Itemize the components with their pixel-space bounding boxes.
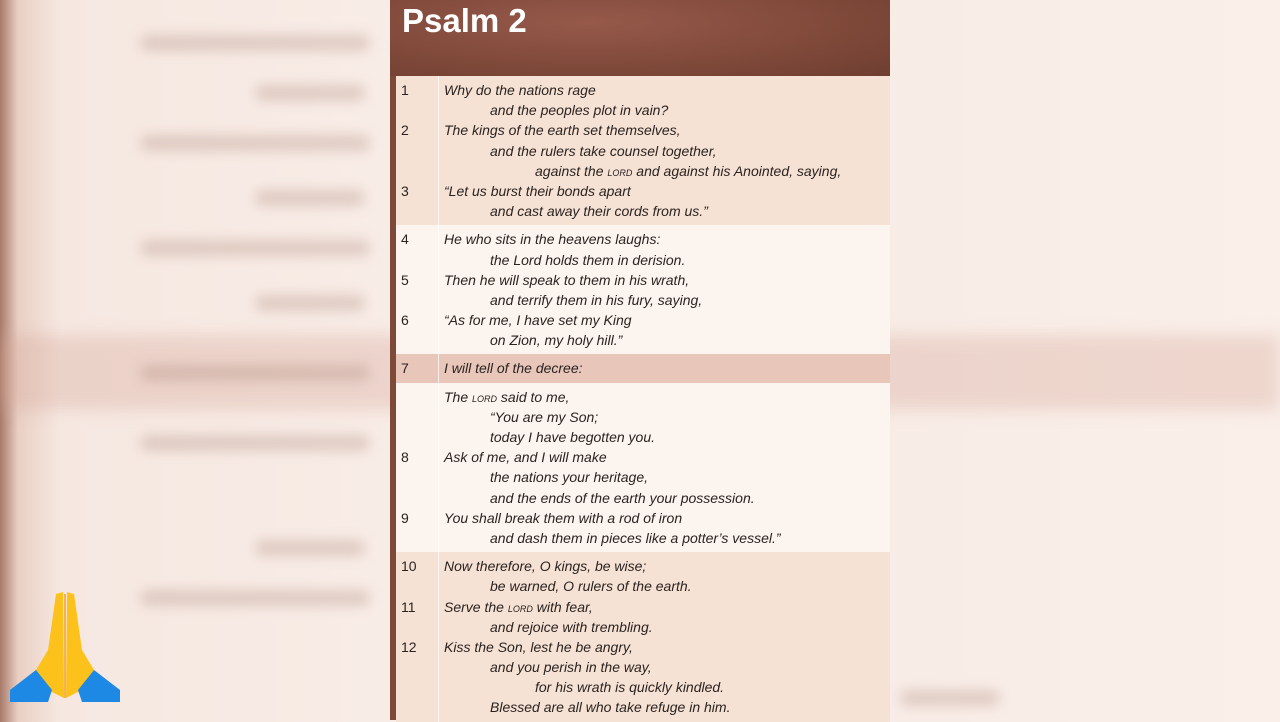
verse-line — [396, 508, 890, 528]
verse-line — [396, 120, 890, 140]
verse-number: 6 — [401, 312, 409, 329]
verse-line — [396, 637, 890, 657]
verse-text-part: “Let us burst their bonds apart — [444, 182, 631, 199]
verse-text-part: Why do the nations rage — [444, 82, 596, 98]
verse-line — [396, 229, 890, 249]
verse-text-part: the Lord holds them in derision. — [490, 251, 686, 268]
verse-text-part: on Zion, my holy hill.” — [490, 332, 623, 349]
verse-text-part: today I have begotten you. — [490, 429, 656, 445]
verse-line — [396, 201, 890, 221]
verse-group — [396, 225, 890, 354]
lord-small-caps: lord — [472, 389, 498, 405]
verse-line — [396, 100, 890, 120]
verse-text — [444, 599, 593, 615]
verse-text — [490, 699, 730, 715]
verse-text — [444, 558, 646, 574]
verse-number: 4 — [401, 231, 409, 248]
verse-text-part: Kiss the Son, lest he be angry, — [444, 638, 633, 655]
verse-line — [396, 181, 890, 201]
lord-small-caps: lord — [507, 599, 533, 615]
verse-line — [396, 697, 890, 717]
verse-text — [490, 292, 702, 308]
verse-text-part: and dash them in pieces like a potter’s vessel.” — [490, 529, 781, 546]
verse-text-part: “As for me, I have set my King — [444, 312, 632, 329]
verse-text-part: Now therefore, O kings, be wise; — [444, 558, 647, 575]
verse-text — [444, 639, 633, 655]
verse-text-part: Blessed are all who take refuge in him. — [490, 699, 731, 716]
verse-text — [490, 102, 668, 118]
verse-line — [396, 310, 890, 330]
verse-text — [444, 389, 569, 405]
verse-text — [490, 469, 648, 485]
verse-line — [396, 161, 890, 181]
verse-text-part: and the peoples plot in vain? — [490, 102, 669, 119]
verse-text — [444, 360, 583, 376]
verse-text-part: Then he will speak to them in his wrath, — [444, 271, 690, 288]
verse-text-part: the nations your heritage, — [490, 469, 648, 486]
verse-text-part: The kings of the earth set themselves, — [444, 122, 681, 139]
verse-number: 12 — [401, 638, 417, 655]
verse-number: 3 — [401, 182, 409, 199]
verse-text — [490, 429, 655, 445]
verse-number: 9 — [401, 509, 409, 526]
lord-small-caps: lord — [607, 163, 633, 179]
verse-text — [444, 510, 682, 526]
folded-hands-icon — [8, 590, 122, 704]
verse-text — [490, 530, 781, 546]
verse-line — [396, 488, 890, 508]
verse-line — [396, 467, 890, 487]
verse-text-part: I will tell of the decree: — [444, 360, 583, 377]
blurred-text — [140, 135, 370, 151]
verse-number: 10 — [401, 558, 417, 575]
verse-line — [396, 677, 890, 697]
verse-text-part: be warned, O rulers of the earth. — [490, 578, 692, 595]
verse-line — [396, 358, 890, 378]
verse-line — [396, 80, 890, 100]
verse-line — [396, 330, 890, 350]
verse-table — [396, 76, 890, 722]
verse-group — [396, 76, 890, 225]
verse-text-part: and you perish in the way, — [490, 659, 652, 676]
verse-text-part: He who sits in the heavens laughs: — [444, 231, 661, 248]
verse-line — [396, 657, 890, 677]
verse-text — [490, 203, 708, 219]
verse-text-part: with fear, — [532, 598, 593, 615]
verse-number: 7 — [401, 360, 409, 377]
verse-line — [396, 290, 890, 310]
verse-text-part: for his wrath is quickly kindled. — [535, 679, 725, 696]
blurred-text — [140, 365, 370, 381]
blurred-text — [140, 240, 370, 256]
verse-number: 8 — [401, 449, 409, 466]
verse-line — [396, 141, 890, 161]
verse-line — [396, 617, 890, 637]
verse-text-part: and the ends of the earth your possession. — [490, 489, 755, 506]
verse-text — [444, 231, 660, 247]
verse-line — [396, 447, 890, 467]
verse-text — [490, 252, 685, 268]
verse-line — [396, 427, 890, 447]
blurred-text — [140, 435, 370, 451]
verse-line — [396, 556, 890, 576]
verse-line — [396, 387, 890, 407]
verse-line — [396, 270, 890, 290]
verse-text-part: Serve the — [444, 598, 508, 615]
verse-number: 11 — [401, 598, 416, 615]
verse-text — [490, 409, 598, 425]
verse-text — [535, 679, 724, 695]
verse-text-part: and against his Anointed, saying, — [632, 162, 842, 179]
psalm-slide — [390, 0, 890, 720]
verse-group — [396, 552, 890, 722]
verse-text-part: and terrify them in his fury, saying, — [490, 291, 703, 308]
verse-text-part: against the — [535, 162, 608, 179]
verse-number: 2 — [401, 122, 409, 139]
verse-text — [444, 82, 596, 98]
verse-text — [444, 183, 631, 199]
verse-line — [396, 407, 890, 427]
verse-group — [396, 383, 890, 553]
verse-line — [396, 528, 890, 548]
verse-text-part: You shall break them with a rod of iron — [444, 509, 683, 526]
blurred-text — [140, 35, 370, 51]
blurred-text — [900, 690, 1000, 706]
verse-text — [490, 578, 692, 594]
blurred-text — [255, 540, 365, 556]
slide-header — [390, 0, 890, 76]
blurred-text — [140, 590, 370, 606]
verse-line — [396, 250, 890, 270]
verse-text — [490, 143, 716, 159]
verse-group — [396, 354, 890, 382]
verse-text-part: said to me, — [497, 388, 570, 405]
blurred-text — [255, 190, 365, 206]
verse-text-part: and rejoice with trembling. — [490, 618, 653, 635]
verse-text-part: and cast away their cords from us.” — [490, 203, 708, 220]
verse-text-part: “You are my Son; — [490, 408, 599, 425]
verse-text-part: The — [444, 388, 473, 405]
verse-text — [535, 163, 841, 179]
verse-line — [396, 597, 890, 617]
slide-title: Psalm 2 — [402, 2, 527, 39]
verse-text — [490, 619, 653, 635]
blurred-text — [255, 295, 365, 311]
blurred-text — [255, 85, 365, 101]
verse-text-part: and the rulers take counsel together, — [490, 142, 717, 159]
verse-text — [444, 122, 681, 138]
verse-number: 5 — [401, 271, 409, 288]
verse-text-part: Ask of me, and I will make — [444, 449, 607, 466]
verse-text — [444, 449, 607, 465]
verse-text — [490, 490, 755, 506]
verse-text — [490, 332, 622, 348]
verse-text — [444, 312, 632, 328]
verse-text — [490, 659, 652, 675]
verse-line — [396, 576, 890, 596]
verse-text — [444, 272, 689, 288]
verse-number: 1 — [401, 82, 409, 98]
